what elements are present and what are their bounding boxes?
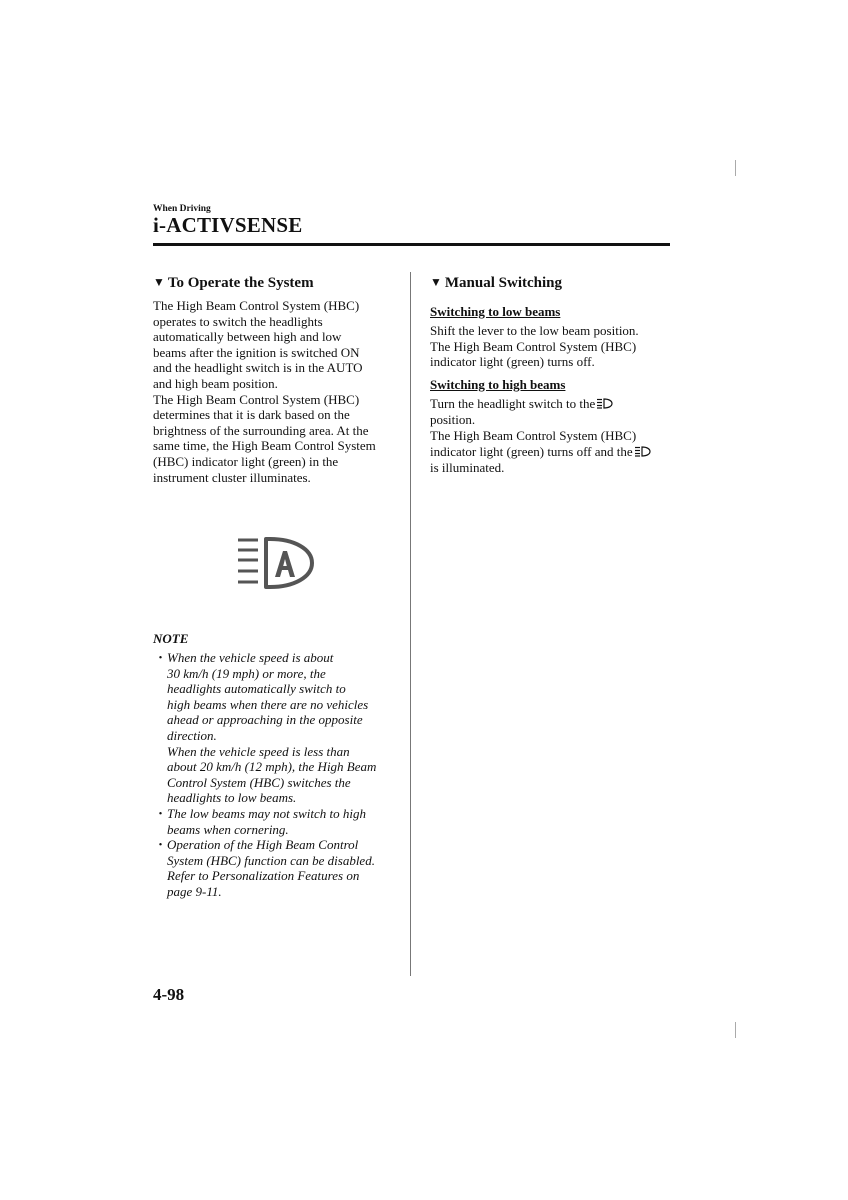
right-heading	[430, 275, 670, 292]
note-list	[153, 650, 405, 900]
bullet: ・	[154, 805, 168, 821]
high-beam-icon	[635, 445, 651, 461]
note-block	[153, 631, 405, 900]
note-title: NOTE	[153, 631, 189, 646]
column-divider	[410, 272, 411, 976]
subheading-low-beams: Switching to low beams	[430, 304, 561, 319]
note-item	[153, 837, 405, 899]
right-column	[430, 275, 670, 476]
crop-mark-bottom	[735, 1022, 736, 1038]
chapter-title: i-ACTIVSENSE	[153, 213, 303, 237]
low-beams-paragraph: Shift the lever to the low beam position. The High Beam Control System (HBC) indicator light (green) turns off.	[430, 323, 639, 370]
section-label: When Driving	[153, 204, 211, 214]
triangle-marker-icon: ▼	[430, 275, 442, 289]
high-beams-paragraph	[430, 396, 670, 476]
high-beams-text-c: is illuminated.	[430, 460, 505, 476]
high-beams-text-a: Turn the headlight switch to the	[430, 395, 596, 411]
bullet: ・	[154, 650, 168, 665]
bullet: ・	[154, 837, 168, 853]
high-beams-text-b: position. The High Beam Control System (HBC) indicator light (green) turns off and the	[430, 412, 637, 459]
note-item	[153, 806, 405, 837]
subheading-high-beams: Switching to high beams	[430, 376, 566, 392]
page-number: 4-98	[153, 985, 185, 1004]
hbc-indicator-icon	[236, 535, 316, 596]
left-heading-text: To Operate the System	[167, 275, 314, 291]
right-heading-text: Manual Switching	[444, 275, 562, 291]
note-text: Operation of the High Beam Control System (HBC) function can be disabled. Refer to Personalization Features on page 9-11.	[167, 837, 375, 899]
note-item	[153, 650, 405, 806]
triangle-marker-icon: ▼	[153, 275, 165, 289]
high-beam-icon	[597, 397, 613, 413]
left-heading	[153, 275, 403, 292]
left-column	[153, 275, 403, 485]
note-text: When the vehicle speed is about 30 km/h (19 mph) or more, the headlights automatically switch to high beams when there are no vehicles ahead or approaching in the opposite direction. When the vehicle speed is less than about 20 km/h (12 mph), the High Beam Control System (HBC) switches the headlights to low beams.	[167, 650, 377, 806]
header-rule	[153, 243, 670, 246]
note-text: The low beams may not switch to high beams when cornering.	[167, 805, 366, 837]
crop-mark-top	[735, 160, 736, 176]
left-paragraph: The High Beam Control System (HBC) operates to switch the headlights automatically between high and low beams after the ignition is switched ON and the headlight switch is in the AUTO and high beam position. The High Beam Control System (HBC) determines that it is dark based on the brightness of the surrounding area. At the same time, the High Beam Control System (HBC) indicator light (green) in the instrument cluster illuminates.	[153, 298, 376, 485]
